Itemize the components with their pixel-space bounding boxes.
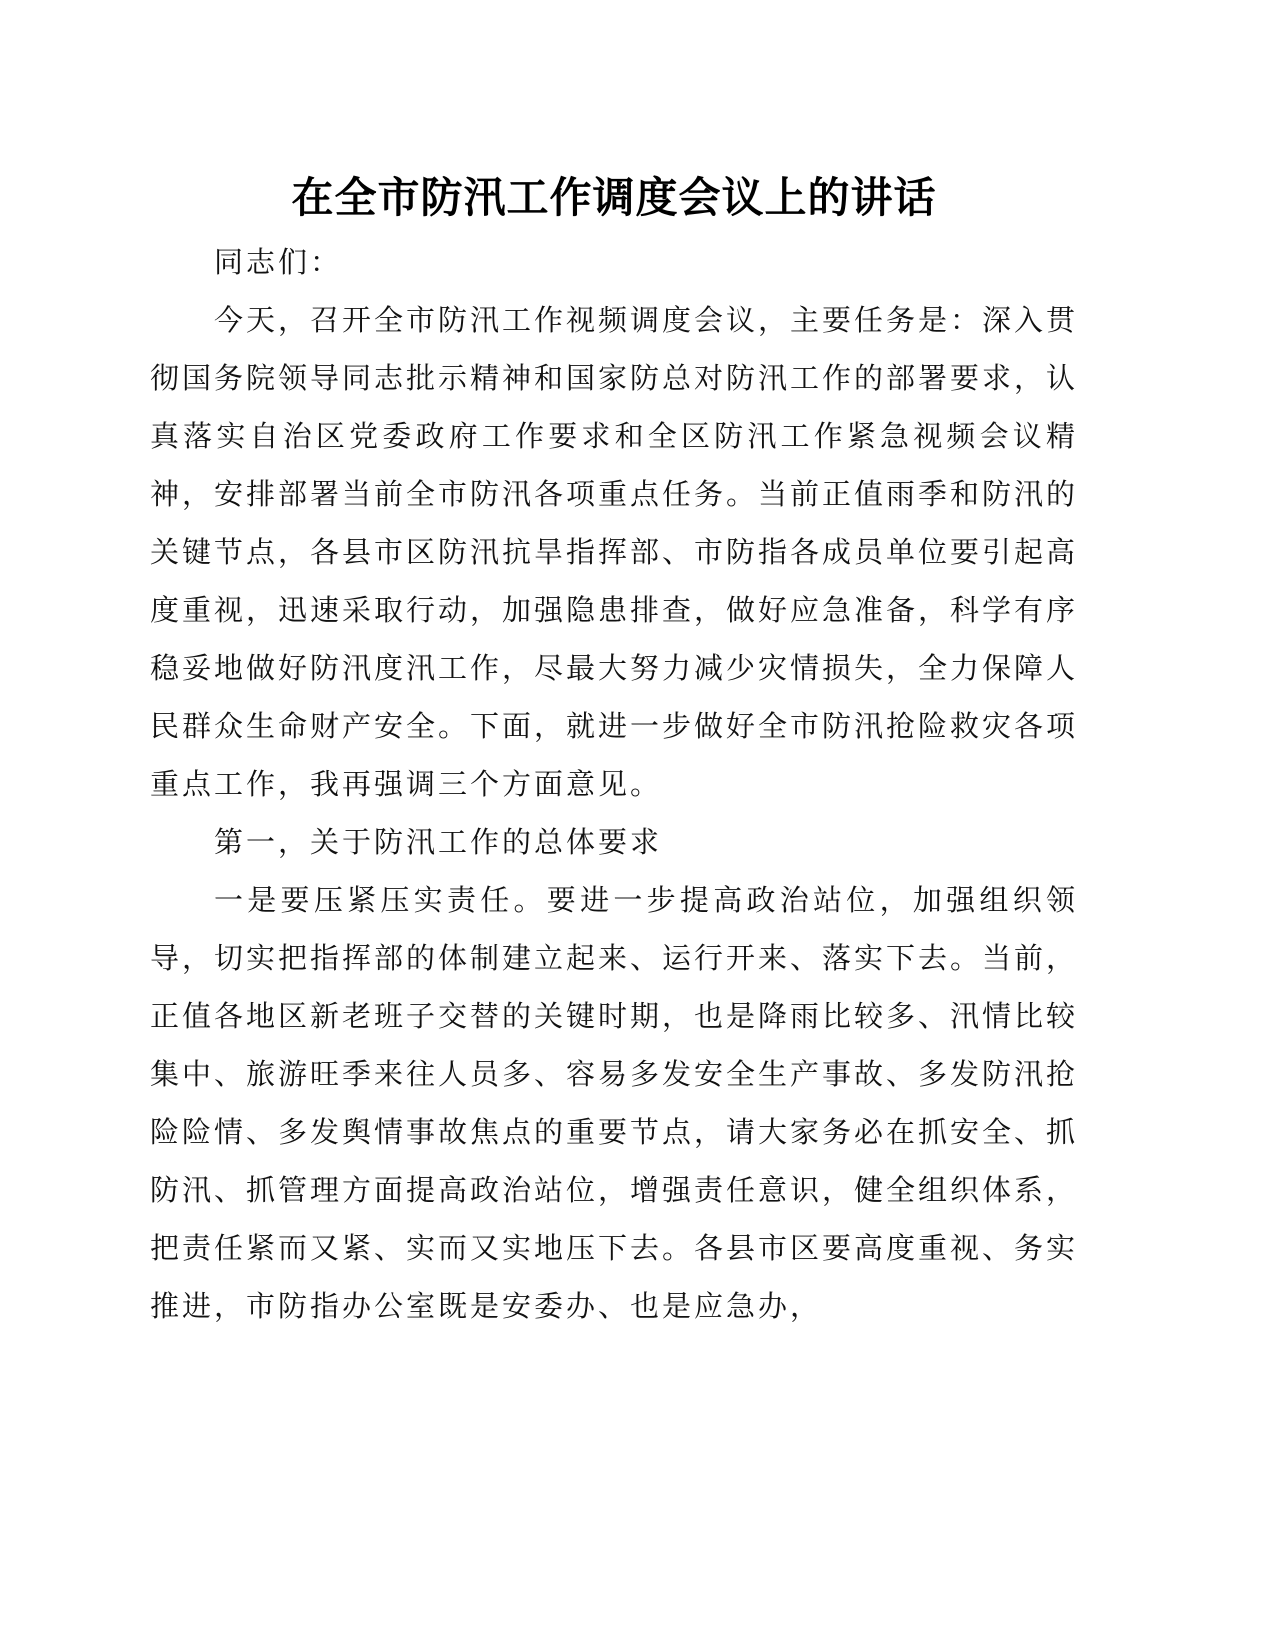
- document-body: [150, 233, 1078, 1335]
- responsibility-paragraph: 一是要压紧压实责任。要进一步提高政治站位，加强组织领导，切实把指挥部的体制建立起来、运行开来、落实下去。当前，正值各地区新老班子交替的关键时期，也是降雨比较多、汛情比较集中、旅游旺季来往人员多、容易多发安全生产事故、多发防汛抢险险情、多发舆情事故焦点的重要节点，请大家务必在抓安全、抓防汛、抓管理方面提高政治站位，增强责任意识，健全组织体系，把责任紧而又紧、实而又实地压下去。各县市区要高度重视、务实推进，市防指办公室既是安委办、也是应急办，: [150, 883, 1079, 1323]
- intro-paragraph: 今天，召开全市防汛工作视频调度会议，主要任务是：深入贯彻国务院领导同志批示精神和国家防总对防汛工作的部署要求，认真落实自治区党委政府工作要求和全区防汛工作紧急视频会议精神，安排部署当前全市防汛各项重点任务。当前正值雨季和防汛的关键节点，各县市区防汛抗旱指挥部、市防指各成员单位要引起高度重视，迅速采取行动，加强隐患排查，做好应急准备，科学有序稳妥地做好防汛度汛工作，尽最大努力减少灾情损失，全力保障人民群众生命财产安全。下面，就进一步做好全市防汛抢险救灾各项重点工作，我再强调三个方面意见。: [150, 303, 1079, 801]
- section-heading: 第一，关于防汛工作的总体要求: [214, 825, 663, 859]
- document-title: 在全市防汛工作调度会议上的讲话: [291, 173, 937, 222]
- salutation-paragraph: 同志们：: [214, 245, 343, 279]
